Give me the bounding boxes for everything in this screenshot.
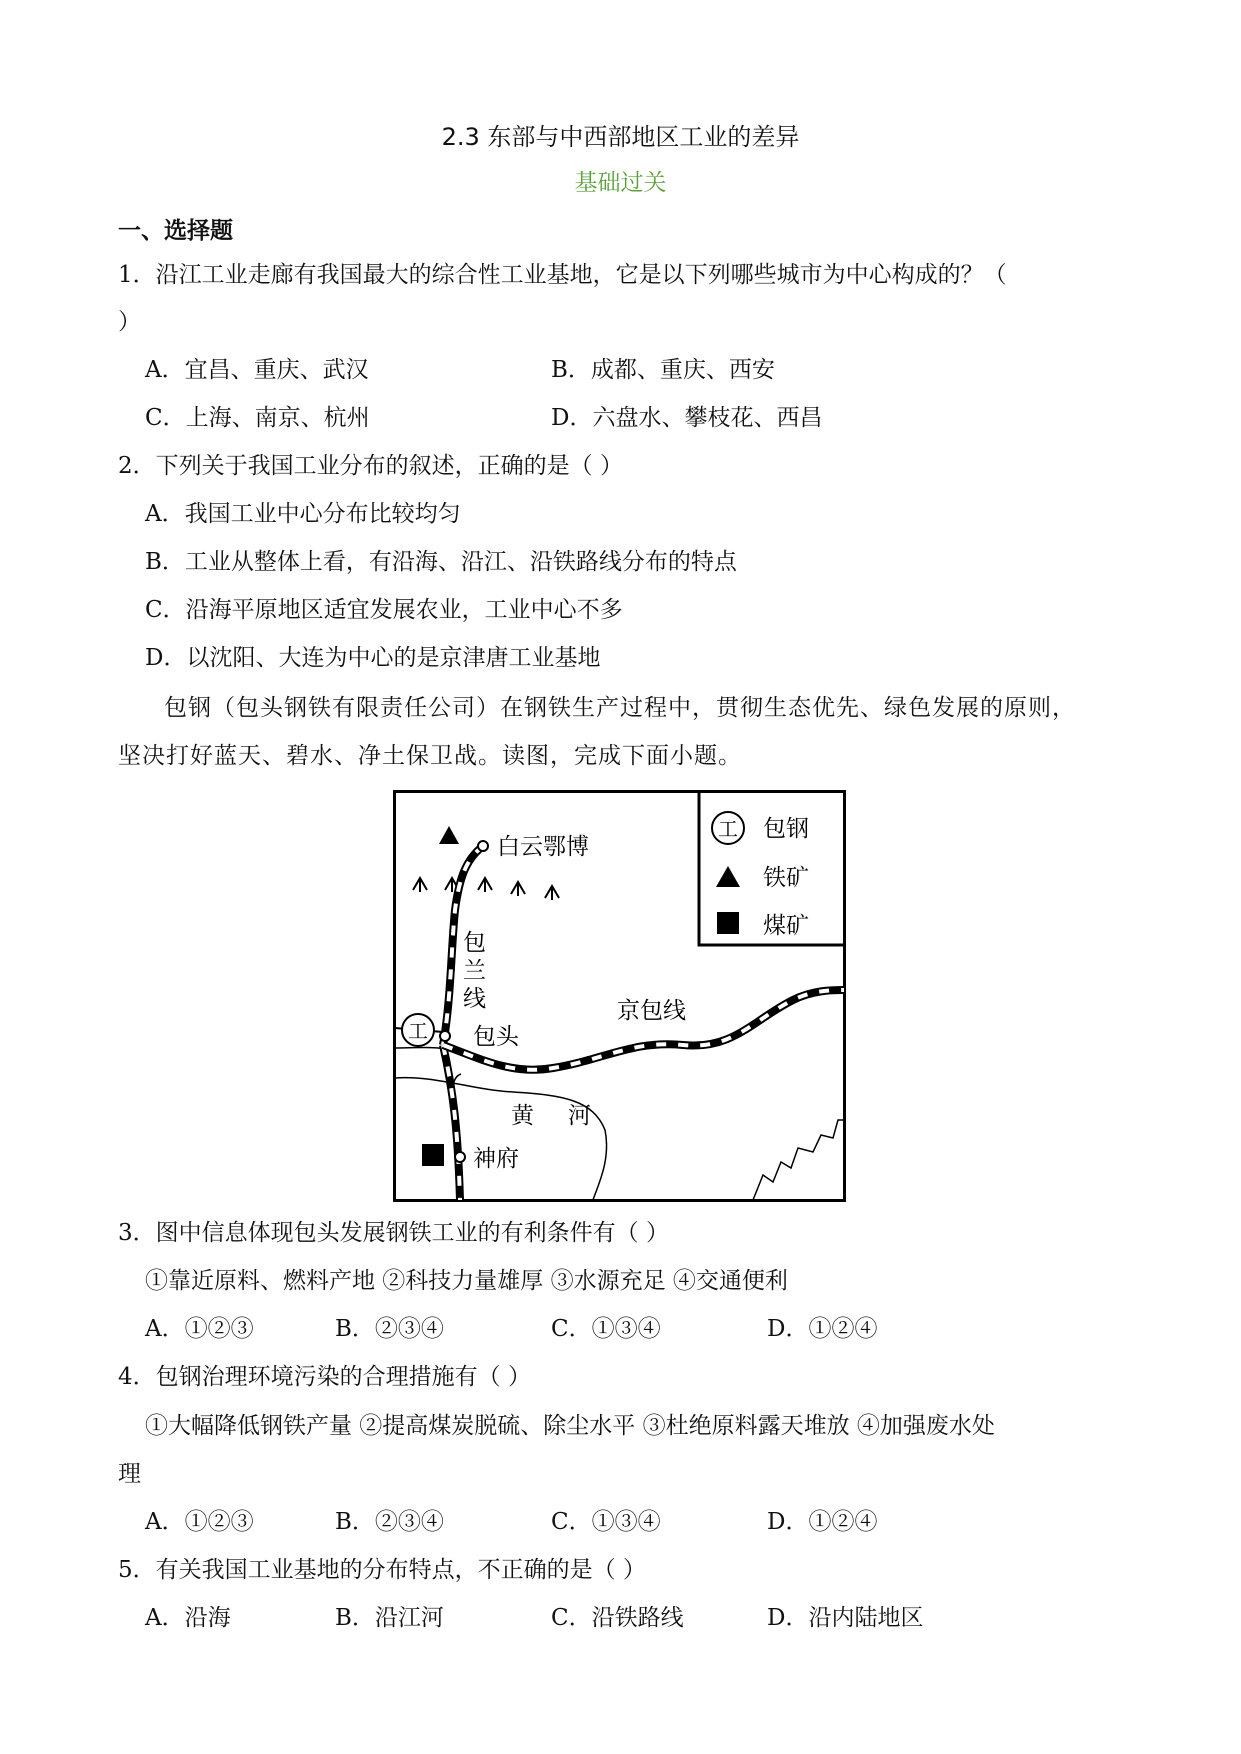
map-steel-symbol: 工: [408, 1019, 428, 1043]
label-baotou: 包头: [473, 1024, 519, 1050]
q1-option-b: B．成都、重庆、西安: [551, 357, 775, 383]
q3-options-line: ①靠近原料、燃料产地 ②科技力量雄厚 ③水源充足 ④交通便利: [145, 1268, 788, 1294]
q2-option-d: D．以沈阳、大连为中心的是京津唐工业基地: [145, 645, 601, 671]
q4-option-d: D．①②④: [767, 1509, 878, 1535]
q3-stem: 3．图中信息体现包头发展钢铁工业的有利条件有（ ）: [118, 1220, 669, 1246]
q4-stem: 4．包钢治理环境污染的合理措施有（ ）: [118, 1364, 531, 1390]
shenfu-node: [455, 1152, 465, 1162]
q1-option-c: C．上海、南京、杭州: [145, 405, 370, 431]
section-subtitle: 基础过关: [574, 170, 667, 196]
q5-option-c: C．沿铁路线: [551, 1605, 684, 1631]
q1-stem: 1．沿江工业走廊有我国最大的综合性工业基地，它是以下列哪些城市为中心构成的？（: [118, 262, 1007, 288]
q1-option-a: A．宜昌、重庆、武汉: [145, 357, 369, 383]
passage-line-2: 坚决打好蓝天、碧水、净土保卫战。读图，完成下面小题。: [118, 743, 742, 769]
label-baolan-1: 包: [463, 930, 486, 956]
label-baiyun: 白云鄂博: [497, 834, 589, 860]
baotou-node: [440, 1031, 450, 1041]
label-jingbao: 京包线: [617, 998, 686, 1024]
legend-steel-label: 包钢: [763, 816, 809, 842]
q4-options-line: ①大幅降低钢铁产量 ②提高煤炭脱硫、除尘水平 ③杜绝原料露天堆放 ④加强废水处: [145, 1413, 995, 1439]
baiyun-node: [478, 841, 488, 851]
q1-stem-end: ）: [118, 309, 141, 335]
section-heading: 一、选择题: [118, 218, 233, 244]
q3-option-a: A．①②③: [145, 1316, 254, 1342]
map-frame: [395, 792, 845, 1201]
q5-option-a: A．沿海: [145, 1605, 231, 1631]
q2-option-a: A．我国工业中心分布比较均匀: [145, 501, 461, 527]
q3-option-d: D．①②④: [767, 1316, 878, 1342]
q2-stem: 2．下列关于我国工业分布的叙述，正确的是（ ）: [118, 453, 623, 479]
q5-option-b: B．沿江河: [335, 1605, 444, 1631]
q1-option-d: D．六盘水、攀枝花、西昌: [551, 405, 823, 431]
legend-steel-symbol: 工: [718, 817, 738, 841]
label-shenfu: 神府: [473, 1146, 519, 1172]
coal-mine-icon: [717, 912, 739, 934]
label-huang: 黄: [511, 1103, 534, 1129]
q2-option-b: B．工业从整体上看，有沿海、沿江、沿铁路线分布的特点: [145, 549, 737, 575]
legend-iron-label: 铁矿: [763, 865, 809, 891]
q4-options-line-2: 理: [118, 1461, 141, 1487]
coal-mine-shenfu-icon: [422, 1144, 444, 1166]
label-baolan-3: 线: [463, 986, 486, 1012]
q2-option-c: C．沿海平原地区适宜发展农业，工业中心不多: [145, 597, 623, 623]
passage-line-1: 包钢（包头钢铁有限责任公司）在钢铁生产过程中，贯彻生态优先、绿色发展的原则，: [164, 695, 1076, 721]
q4-option-a: A．①②③: [145, 1509, 254, 1535]
q5-stem: 5．有关我国工业基地的分布特点，不正确的是（ ）: [118, 1557, 646, 1583]
baotou-map-figure: [393, 790, 846, 1202]
q4-option-b: B．②③④: [335, 1509, 444, 1535]
legend-coal-label: 煤矿: [763, 913, 809, 939]
label-he: 河: [568, 1103, 591, 1129]
q4-option-c: C．①③④: [551, 1509, 661, 1535]
q3-option-c: C．①③④: [551, 1316, 661, 1342]
q3-option-b: B．②③④: [335, 1316, 444, 1342]
document-title: 2.3 东部与中西部地区工业的差异: [441, 123, 800, 151]
q5-option-d: D．沿内陆地区: [767, 1605, 924, 1631]
label-baolan-2: 兰: [463, 958, 486, 984]
